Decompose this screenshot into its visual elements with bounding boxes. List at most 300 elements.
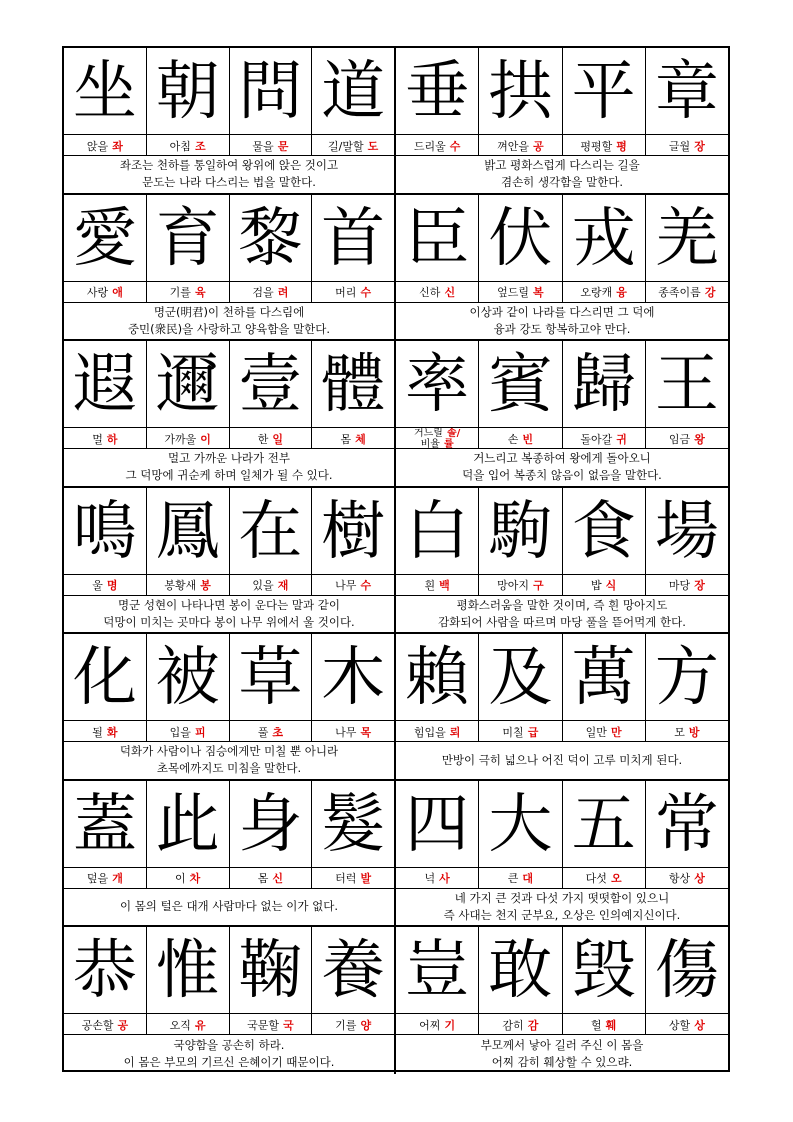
hanja-character: 敢 [488,934,553,1008]
meaning-text: 일만 [585,725,607,739]
reading-row [396,281,728,303]
meaning-text: 나무 [335,579,357,592]
hanja-character: 食 [571,494,636,569]
reading-cell [646,1014,728,1035]
sound-text: 이 [200,432,211,446]
reading-cell [479,135,562,156]
description-line: 거느리고 복종하여 왕에게 돌아오니 [473,451,651,466]
phrase-left [64,634,396,779]
hanja-cell [230,927,313,1013]
reading-cell [396,1014,479,1035]
hanja-character: 率 [405,348,470,422]
sound-text: 장 [694,579,705,592]
reading-cell [479,868,562,889]
reading-cell [396,282,479,303]
reading-row [64,281,394,303]
description-line: 명군(明君)이 천하를 다스림에 [153,304,305,319]
phrase-left [64,48,396,193]
hanja-cell [396,781,479,867]
phrase-right [396,341,728,486]
hanja-cell [396,634,479,720]
reading-cell [563,575,646,596]
sound-text: 훼 [605,1018,617,1032]
description [64,155,394,193]
reading-row [64,1013,394,1035]
hanja-character: 四 [405,787,470,862]
reading-row [396,134,728,156]
sound-text: 기 [444,1018,456,1032]
phrase-block [64,195,728,342]
hanja-cell [563,488,646,574]
sound-text: 감 [527,1018,539,1032]
hanja-cell [312,341,394,427]
hanja-character: 愛 [72,201,137,276]
sound-text: 피 [194,725,206,739]
meaning-text: 풀 [257,725,269,739]
hanja-character: 場 [654,494,719,569]
reading-cell [479,282,562,303]
hanja-cell [479,781,562,867]
hanja-character: 豈 [405,934,470,1008]
reading-cell [396,868,479,889]
hanja-character: 遐 [72,348,137,422]
meaning-text: 기를 [335,1018,357,1032]
hanja-cell [147,927,230,1013]
meaning-text: 껴안을 [497,139,529,153]
hanja-row [396,634,728,720]
reading-cell [563,868,646,889]
reading-cell [563,282,646,303]
hanja-character: 壹 [238,348,303,422]
hanja-character: 萬 [571,641,636,715]
reading-row [396,1013,728,1035]
hanja-character: 白 [405,494,470,569]
description-line: 덕을 입어 복종치 않음이 없음을 말한다. [462,468,662,483]
meaning-text: 오랑캐 [580,286,613,299]
reading-cell [396,575,479,596]
meaning-text: 길/말할 [328,139,364,153]
sound-text: 봉 [200,579,211,592]
hanja-character: 朝 [155,55,220,129]
hanja-cell [563,781,646,867]
hanja-character: 臣 [405,201,470,276]
phrase-right [396,781,728,926]
hanja-cell [479,195,562,281]
phrase-left [64,341,396,486]
sound-text: 사 [439,872,450,885]
description-line: 밝고 평화스럽게 다스리는 길을 [484,158,640,173]
hanja-cell [646,488,728,574]
description-line: 멀고 가까운 나라가 전부 [167,451,291,466]
meaning-text: 돌아갈 [580,432,613,446]
hanja-row [64,634,394,720]
meaning-text: 이 [174,872,186,885]
meaning-text: 상할 [668,1018,691,1032]
description-line: 이 몸은 부모의 기르신 은혜이기 때문이다. [123,1055,335,1070]
hanja-cell [64,634,147,720]
meaning-text: 나무 [335,725,357,739]
sound-text: 조 [194,139,206,153]
description-line: 융과 강도 항복하고야 만다. [493,321,631,336]
meaning-text: 신하 [419,286,441,299]
hanja-character: 方 [654,641,719,715]
meaning-text: 앉을 [86,139,109,153]
phrase-block [64,634,728,781]
hanja-cell [479,927,562,1013]
description [64,741,394,779]
description-line: 중민(衆民)을 사랑하고 양육함을 말한다. [127,321,331,336]
hanja-cell [147,195,230,281]
description [64,302,394,340]
hanja-row [64,48,394,134]
hanja-cell [646,634,728,720]
reading-cell [230,721,313,742]
hanja-character: 賴 [405,641,470,715]
sound-text: 수 [449,139,461,153]
description-line: 평화스러움을 말한 것이며, 즉 흰 망아지도 [456,597,668,612]
hanja-cell [312,488,394,574]
description-line: 명군 성현이 나타나면 봉이 운다는 말과 같이 [118,597,340,612]
hanja-cell [230,781,313,867]
reading-cell [147,428,230,449]
description [396,741,728,779]
hanja-cell [646,781,728,867]
meaning-text: 가까울 [164,432,197,446]
hanja-character: 恭 [72,934,137,1008]
hanja-cell [563,634,646,720]
reading-cell [230,428,313,449]
reading-cell [646,721,728,742]
phrase-block [64,341,728,488]
description-line: 이상과 같이 나라를 다스리면 그 덕에 [469,304,655,319]
reading-cell [64,721,147,742]
hanja-character: 駒 [488,494,553,569]
reading-cell [646,428,728,449]
sound-text: 강 [704,286,716,299]
hanja-row [396,927,728,1013]
description-line: 이 몸의 털은 대개 사람마다 없는 이가 없다. [119,899,339,914]
sound-text: 목 [360,725,372,739]
sound-text: 귀 [616,432,627,446]
sound-text: 도 [367,139,379,153]
hanja-row [396,341,728,427]
sound-text: 공 [533,139,544,153]
description-line: 네 가지 큰 것과 다섯 가지 떳떳함이 있으니 [454,890,670,905]
sound-text: 빈 [522,432,534,446]
reading-cell [64,135,147,156]
meaning-text: 국문할 [247,1018,279,1032]
hanja-cell [396,488,479,574]
sound-text: 백 [439,579,450,592]
meaning-text: 몸 [340,432,352,446]
reading-cell [646,575,728,596]
reading-cell [147,282,230,303]
phrase-left [64,927,396,1074]
description [64,1034,394,1074]
hanja-cell [230,48,313,134]
description-line: 국양함을 공손히 하라. [173,1038,285,1053]
reading-line [414,428,460,439]
phrase-block [64,927,728,1074]
phrase-right [396,634,728,779]
meaning-text: 드리울 [413,139,446,153]
hanja-cell [64,341,147,427]
phrase-left [64,781,396,926]
hanja-row [396,48,728,134]
reading-cell [563,428,646,449]
sound-text: 수 [360,286,372,299]
hanja-character: 邇 [155,348,220,422]
meaning-text: 넉 [424,872,436,885]
hanja-character: 道 [321,55,386,129]
sound-text: 양 [360,1018,372,1032]
sound-text: 하 [106,432,118,446]
sound-text: 애 [112,286,123,299]
hanja-character: 體 [321,348,386,422]
reading-cell [479,575,562,596]
hanja-cell [312,634,394,720]
hanja-character: 木 [321,641,386,715]
sound-text: 초 [272,725,284,739]
reading-row [64,867,394,889]
sound-text: 대 [522,872,534,885]
meaning-text: 입을 [169,725,191,739]
meaning-text: 한 [257,432,269,446]
meaning-text: 종족이름 [658,286,701,299]
description [396,448,728,486]
hanja-character: 垂 [405,55,470,129]
reading-row [396,574,728,596]
hanja-character: 常 [654,787,719,862]
sound-text: 차 [189,872,201,885]
hanja-cell [230,488,313,574]
sound-text: 급 [527,725,539,739]
sound-text: 문 [277,139,289,153]
meaning-text: 망아지 [497,579,529,592]
hanja-character: 傷 [654,934,719,1008]
sound-text: 식 [605,579,617,592]
hanja-character: 拱 [488,55,553,129]
hanja-character: 大 [488,787,553,862]
hanja-cell [147,634,230,720]
description-line: 덕화가 사람이나 짐승에게만 미칠 뿐 아니라 [119,744,339,759]
reading-cell [312,575,394,596]
hanja-character: 鳴 [72,494,137,569]
phrase-right [396,195,728,340]
hanja-character: 草 [238,641,303,715]
hanja-character: 蓋 [72,787,137,862]
sound-text: 신 [444,286,456,299]
hanja-character: 惟 [155,934,220,1008]
meaning-text: 물을 [252,139,274,153]
reading-cell [230,282,313,303]
reading-cell [396,428,479,449]
hanja-character: 髮 [321,787,386,862]
hanja-cell [312,48,394,134]
sound-text: 재 [277,579,289,592]
hanja-character: 在 [238,494,303,569]
hanja-character: 坐 [72,55,137,129]
description-line: 만방이 극히 넓으나 어진 덕이 고루 미치게 된다. [441,752,683,767]
meaning-text: 다섯 [585,872,607,885]
hanja-character: 被 [155,641,220,715]
reading-cell [563,1014,646,1035]
hanja-cell [479,48,562,134]
hanja-character: 育 [155,201,220,276]
reading-cell [396,721,479,742]
meaning-text: 공손할 [81,1018,114,1032]
sound-text: 발 [360,872,372,885]
hanja-cell [479,634,562,720]
hanja-row [64,781,394,867]
meaning-text: 거느릴 [413,428,443,439]
phrase-left [64,195,396,340]
reading-cell [563,721,646,742]
reading-cell [312,428,394,449]
sound-text: 복 [533,286,544,299]
hanja-character: 王 [654,348,719,422]
hanja-cell [147,341,230,427]
description-line: 초목에까지도 미침을 말한다. [156,761,302,776]
phrase-block [64,488,728,635]
reading-row [64,427,394,449]
sound-text: 일 [272,432,284,446]
reading-cell [312,1014,394,1035]
meaning-text: 어찌 [419,1018,441,1032]
hanja-cell [479,341,562,427]
hanja-cell [563,195,646,281]
meaning-text: 흰 [424,579,436,592]
hanja-cell [312,195,394,281]
hanja-cell [312,927,394,1013]
reading-cell [479,1014,562,1035]
hanja-character: 及 [488,641,553,715]
sound-text: 좌 [112,139,123,153]
reading-cell [230,575,313,596]
hanja-row [64,195,394,281]
hanja-character: 賓 [488,348,553,422]
description-line: 좌조는 천하를 통일하여 왕위에 앉은 것이고 [119,158,339,173]
reading-cell [147,575,230,596]
reading-cell [230,135,313,156]
hanja-row [396,781,728,867]
hanja-cell [396,195,479,281]
meaning-text: 항상 [668,872,691,885]
reading-cell [230,868,313,889]
phrase-right [396,927,728,1074]
hanja-cell [64,781,147,867]
sound-text: 왕 [694,432,705,446]
hanja-cell [646,195,728,281]
reading-cell [147,135,230,156]
hanja-character: 平 [571,55,636,129]
sound-text: 려 [277,286,289,299]
reading-cell [646,135,728,156]
meaning-text: 엎드릴 [497,286,529,299]
sound-text: 상 [694,872,705,885]
sound-text: 화 [106,725,118,739]
sound-text: 장 [694,139,705,153]
meaning-text: 있을 [252,579,274,592]
hanja-cell [147,48,230,134]
description-line: 어찌 감히 훼상할 수 있으랴. [491,1055,633,1070]
meaning-text: 모 [674,725,685,739]
hanja-row [64,927,394,1013]
meaning-text: 멀 [92,432,103,446]
reading-cell [396,135,479,156]
phrase-left [64,488,396,633]
description [396,888,728,926]
meaning-text: 기를 [169,286,191,299]
hanja-character: 五 [571,787,636,862]
phrase-right [396,488,728,633]
meaning-text: 울 [92,579,103,592]
reading-cell [64,282,147,303]
reading-cell [312,282,394,303]
description-line: 덕망이 미치는 곳마다 봉이 나무 위에서 울 것이다. [103,614,355,629]
description-line: 문도는 나라 다스리는 법을 말한다. [142,175,316,190]
hanja-character: 問 [238,55,303,129]
hanja-cell [147,488,230,574]
description-line: 즉 사대는 천지 군부요, 오상은 인의예지신이다. [443,907,681,922]
hanja-cell [147,781,230,867]
hanja-cell [646,341,728,427]
meaning-text: 될 [92,725,103,739]
hanja-character: 黎 [238,201,303,276]
reading-row [64,134,394,156]
sound-text: 평 [616,139,627,153]
meaning-text: 감히 [502,1018,524,1032]
reading-cell [64,428,147,449]
reading-cell [147,1014,230,1035]
sound-text: 오 [610,872,622,885]
meaning-text: 평평할 [580,139,613,153]
hanja-character: 毁 [571,934,636,1008]
sound-text: 유 [194,1018,206,1032]
hanja-character: 身 [238,787,303,862]
description [396,595,728,633]
hanja-character: 戎 [571,201,636,276]
meaning-text: 사랑 [86,286,109,299]
reading-cell [312,135,394,156]
meaning-text: 밥 [590,579,602,592]
reading-cell [64,575,147,596]
hanja-cell [563,341,646,427]
phrase-block [64,48,728,195]
hanja-cell [563,48,646,134]
hanja-row [64,341,394,427]
meaning-text: 글월 [668,139,691,153]
meaning-text: 힘입을 [413,725,446,739]
sound-text: 방 [688,725,700,739]
reading-cell [646,868,728,889]
description [396,155,728,193]
reading-cell [479,721,562,742]
description [64,888,394,926]
sound-text: 육 [194,286,206,299]
reading-cell [147,721,230,742]
hanja-character: 樹 [321,494,386,569]
description-line: 감화되어 사람을 따르며 마당 풀을 뜯어먹게 한다. [438,614,686,629]
sound-text: 구 [533,579,544,592]
meaning-text: 임금 [668,432,691,446]
sound-text: 수 [360,579,372,592]
description [64,448,394,486]
hanja-cell [312,781,394,867]
sound-text: 국 [283,1018,294,1032]
reading-cell [64,868,147,889]
reading-cell [312,721,394,742]
